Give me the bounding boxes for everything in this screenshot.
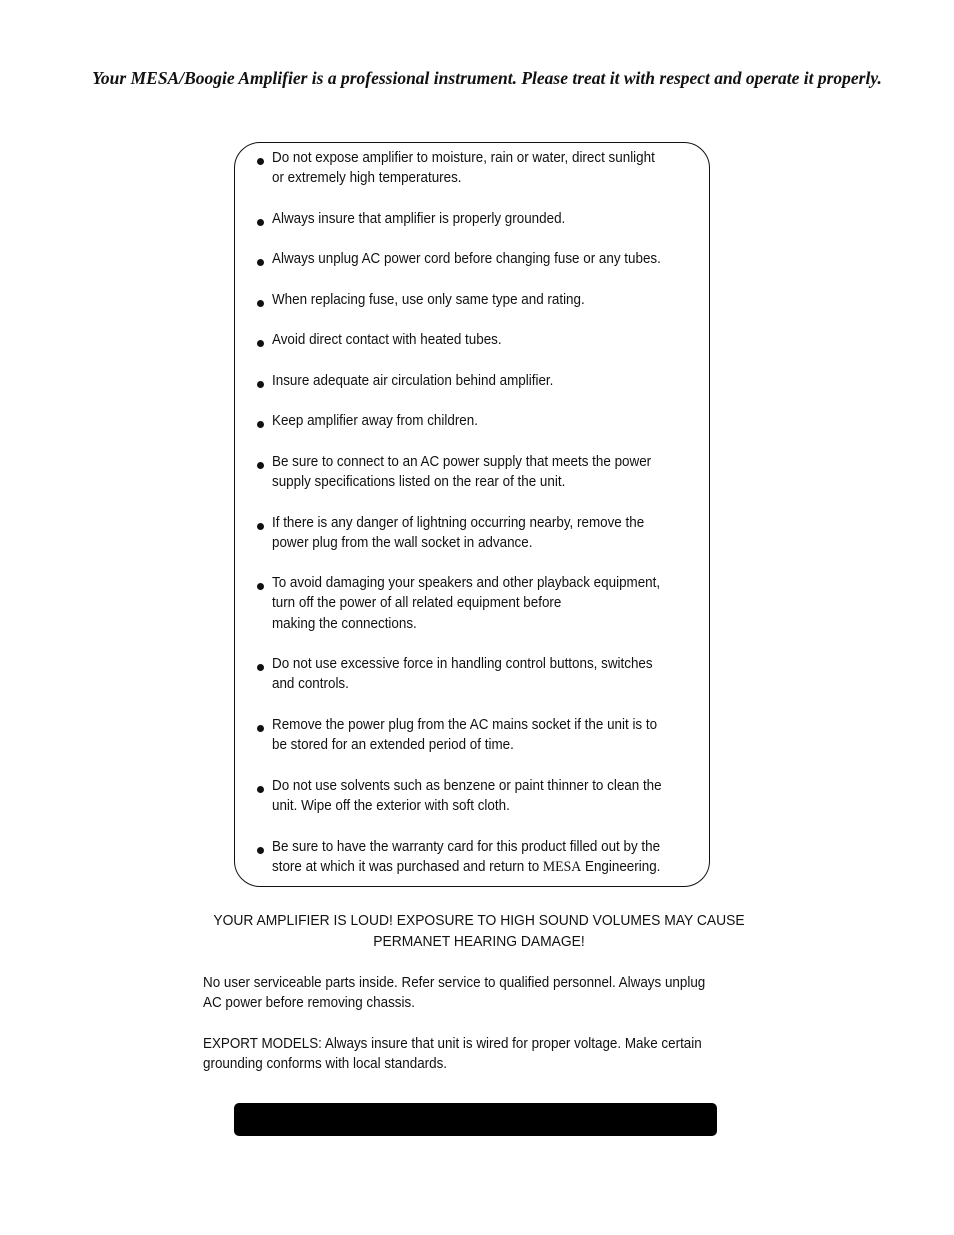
bullet-icon xyxy=(257,421,264,428)
safety-item-text: Always unplug AC power cord before changing fuse or any tubes. xyxy=(272,251,661,267)
safety-item-text: Do not use excessive force in handling control buttons, switches and controls. xyxy=(272,656,653,693)
bullet-icon xyxy=(257,847,264,854)
bullet-icon xyxy=(257,462,264,469)
bullet-icon xyxy=(257,725,264,732)
safety-item-text: Avoid direct contact with heated tubes. xyxy=(272,332,502,348)
bullet-icon xyxy=(257,300,264,307)
safety-item-text: Do not expose amplifier to moisture, rain or water, direct sunlight or extremely high temperatures. xyxy=(272,150,655,187)
bullet-icon xyxy=(257,259,264,266)
bullet-icon xyxy=(257,786,264,793)
bullet-icon xyxy=(257,523,264,530)
bullet-icon xyxy=(257,583,264,590)
safety-item-text: Insure adequate air circulation behind amplifier. xyxy=(272,373,554,389)
safety-item-text: Be sure to connect to an AC power supply that meets the power supply specifications listed on the rear of the unit. xyxy=(272,454,652,491)
safety-item-text: When replacing fuse, use only same type and rating. xyxy=(272,292,585,308)
safety-item-text: Be sure to have the warranty card for this product filled out by the store at which it was purchased and return to MESA Engineering. xyxy=(272,839,661,876)
bullet-icon xyxy=(257,664,264,671)
bullet-icon xyxy=(257,219,264,226)
safety-item-text: Always insure that amplifier is properly grounded. xyxy=(272,211,566,227)
export-notice: EXPORT MODELS: Always insure that unit is wired for proper voltage. Make certain grounding conforms with local standards. xyxy=(203,1036,702,1073)
safety-instructions-box xyxy=(234,142,710,887)
safety-item-text: Do not use solvents such as benzene or paint thinner to clean the unit. Wipe off the exterior with soft cloth. xyxy=(272,778,662,815)
bullet-icon xyxy=(257,158,264,165)
bullet-icon xyxy=(257,340,264,347)
brand-name: MESA xyxy=(542,859,582,876)
hearing-warning: YOUR AMPLIFIER IS LOUD! EXPOSURE TO HIGH SOUND VOLUMES MAY CAUSE PERMANET HEARING DAMAGE! xyxy=(213,913,745,950)
safety-item-text: Remove the power plug from the AC mains socket if the unit is to be stored for an extended period of time. xyxy=(272,717,658,754)
service-notice: No user serviceable parts inside. Refer service to qualified personnel. Always unplug AC power before removing chassis. xyxy=(203,975,706,1012)
safety-item-text: To avoid damaging your speakers and other playback equipment, turn off the power of all related equipment before making the connections. xyxy=(272,575,661,632)
safety-item-text: Keep amplifier away from children. xyxy=(272,413,478,429)
safety-item-text: If there is any danger of lightning occurring nearby, remove the power plug from the wall socket in advance. xyxy=(272,515,645,552)
black-bar xyxy=(234,1103,717,1136)
bullet-icon xyxy=(257,381,264,388)
header-tagline: Your MESA/Boogie Amplifier is a professional instrument. Please treat it with respect and operate it properly. xyxy=(92,68,882,88)
